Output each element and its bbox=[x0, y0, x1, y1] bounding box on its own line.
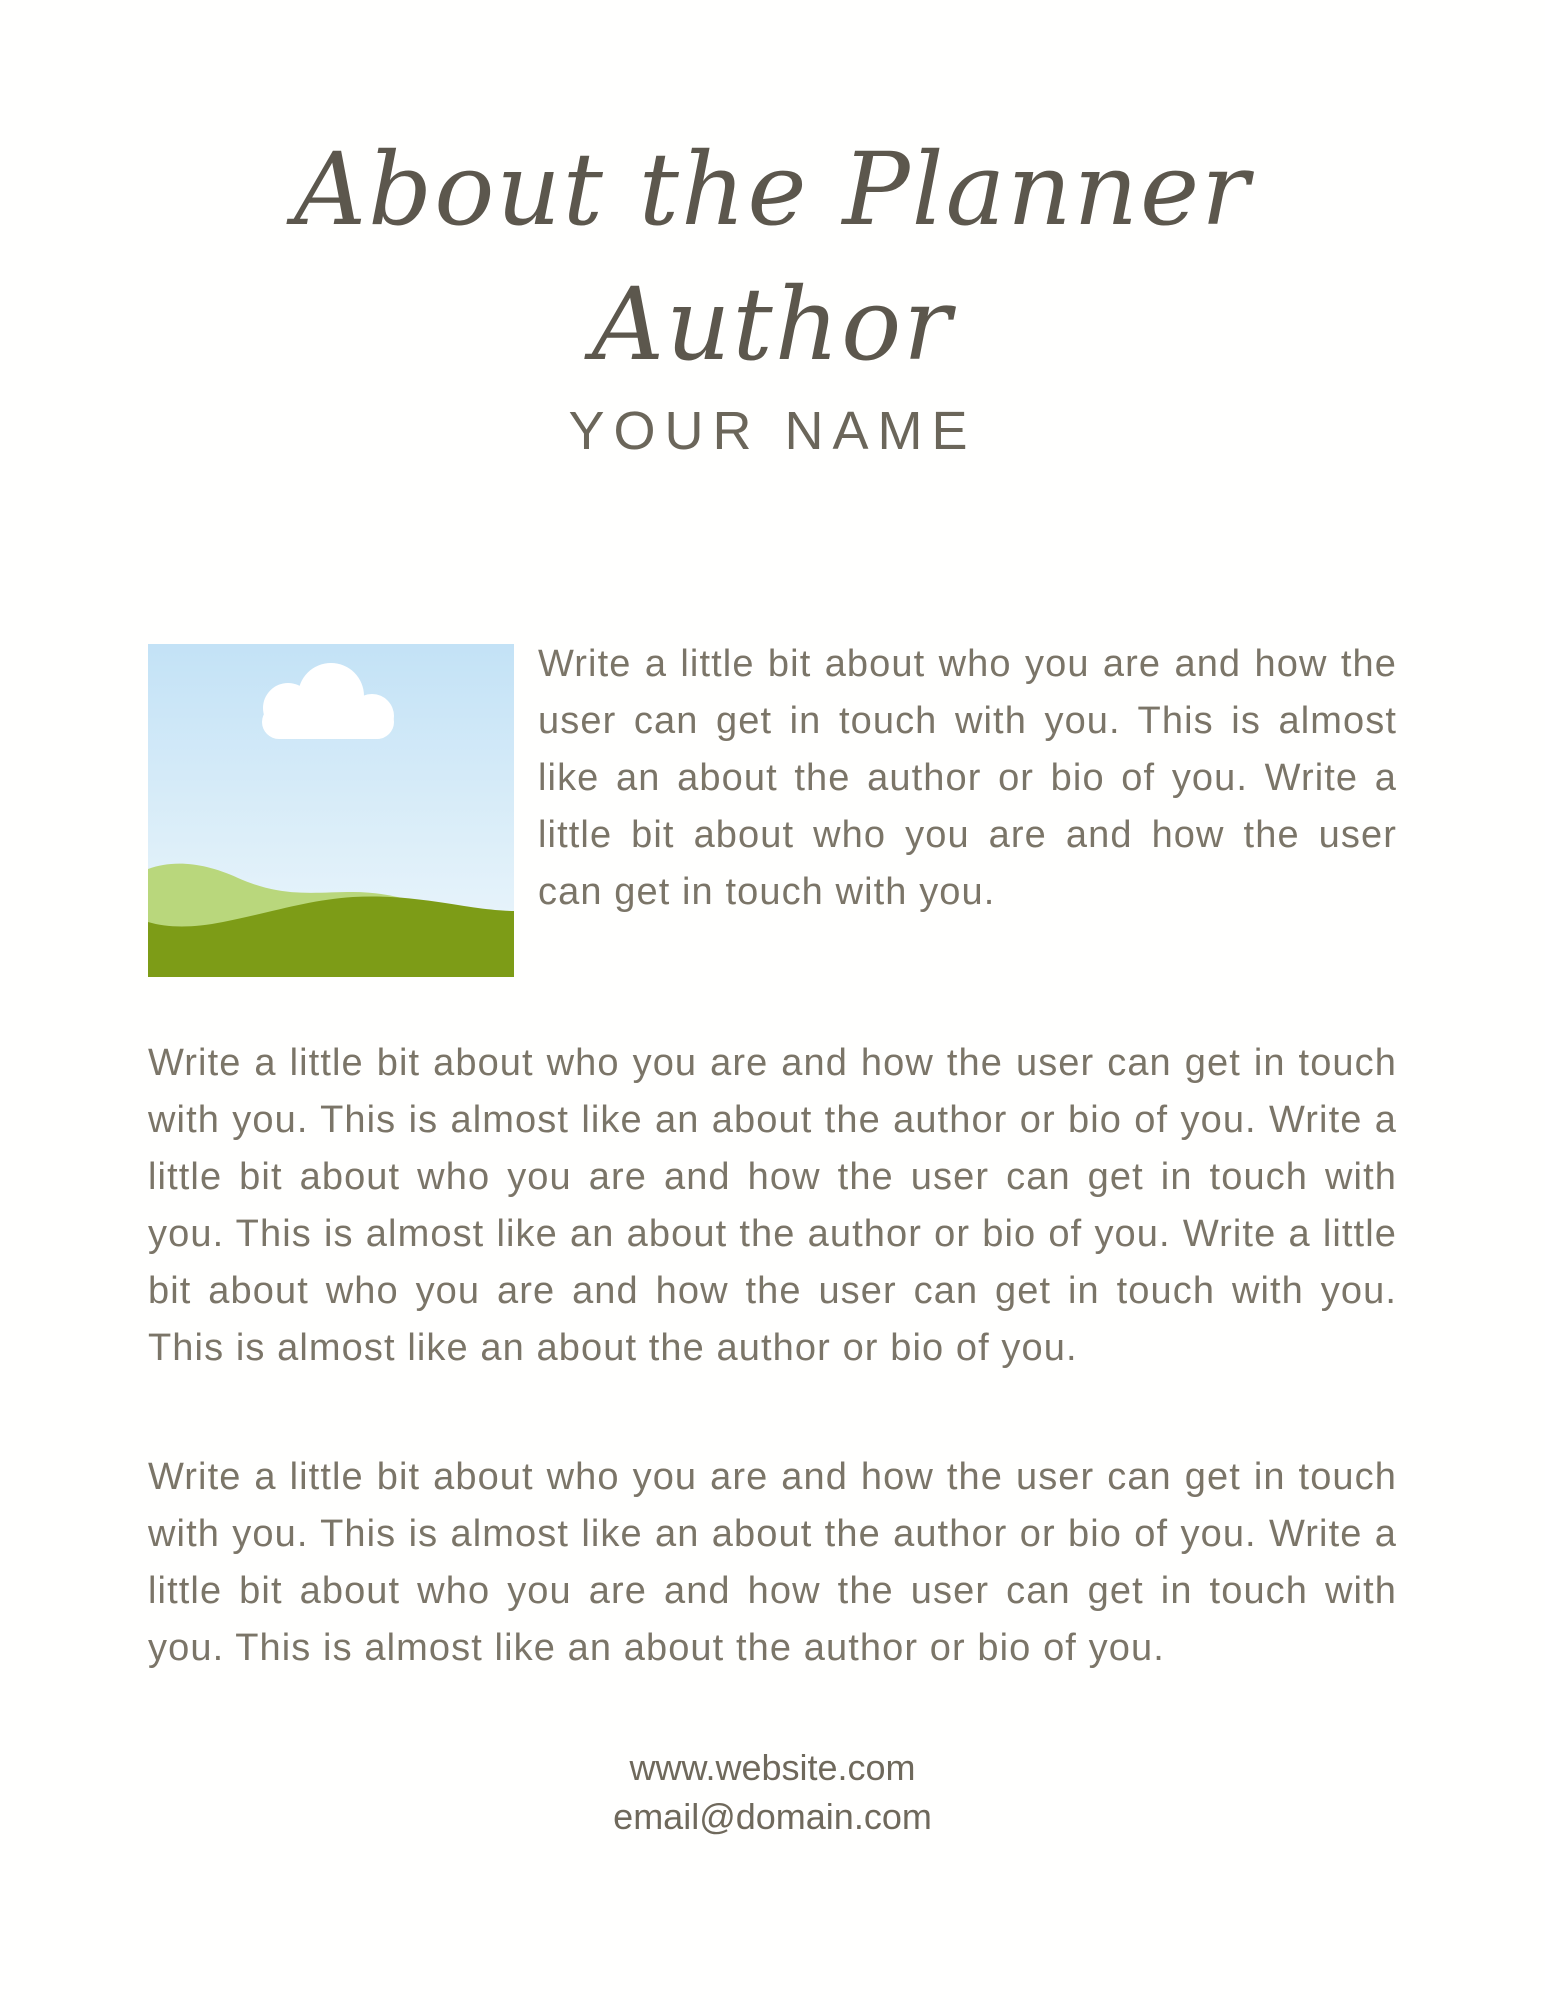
about-section bbox=[148, 644, 1397, 977]
contact-footer bbox=[148, 1743, 1397, 1841]
page-header bbox=[148, 0, 1397, 462]
email-address: email@domain.com bbox=[613, 1796, 932, 1837]
landscape-illustration bbox=[148, 644, 514, 977]
about-paragraph-2: Write a little bit about who you are and how the user can get in touch with you. This is almost like an about the author or bio of you. Write a little bit about who you are and how the user can get in touch with you. This is almost like an about the author or bio of you. Write a little bit about who you are and how the user can get in touch with you. This is almost like an about the author or bio of you. bbox=[148, 1042, 1397, 1369]
about-paragraph-3: Write a little bit about who you are and how the user can get in touch with you. This is almost like an about the author or bio of you. Write a little bit about who you are and how the user can get in touch with you. This is almost like an about the author or bio of you. bbox=[148, 1456, 1397, 1669]
author-name: YOUR NAME bbox=[568, 401, 977, 461]
about-intro-paragraph: Write a little bit about who you are and how the user can get in touch with you. This is almost like an about the author or bio of you. Write a little bit about who you are and how the user can get in touch with you. bbox=[538, 643, 1397, 913]
website-url: www.website.com bbox=[629, 1747, 916, 1788]
page-title: About the Planner Author bbox=[293, 131, 1252, 383]
